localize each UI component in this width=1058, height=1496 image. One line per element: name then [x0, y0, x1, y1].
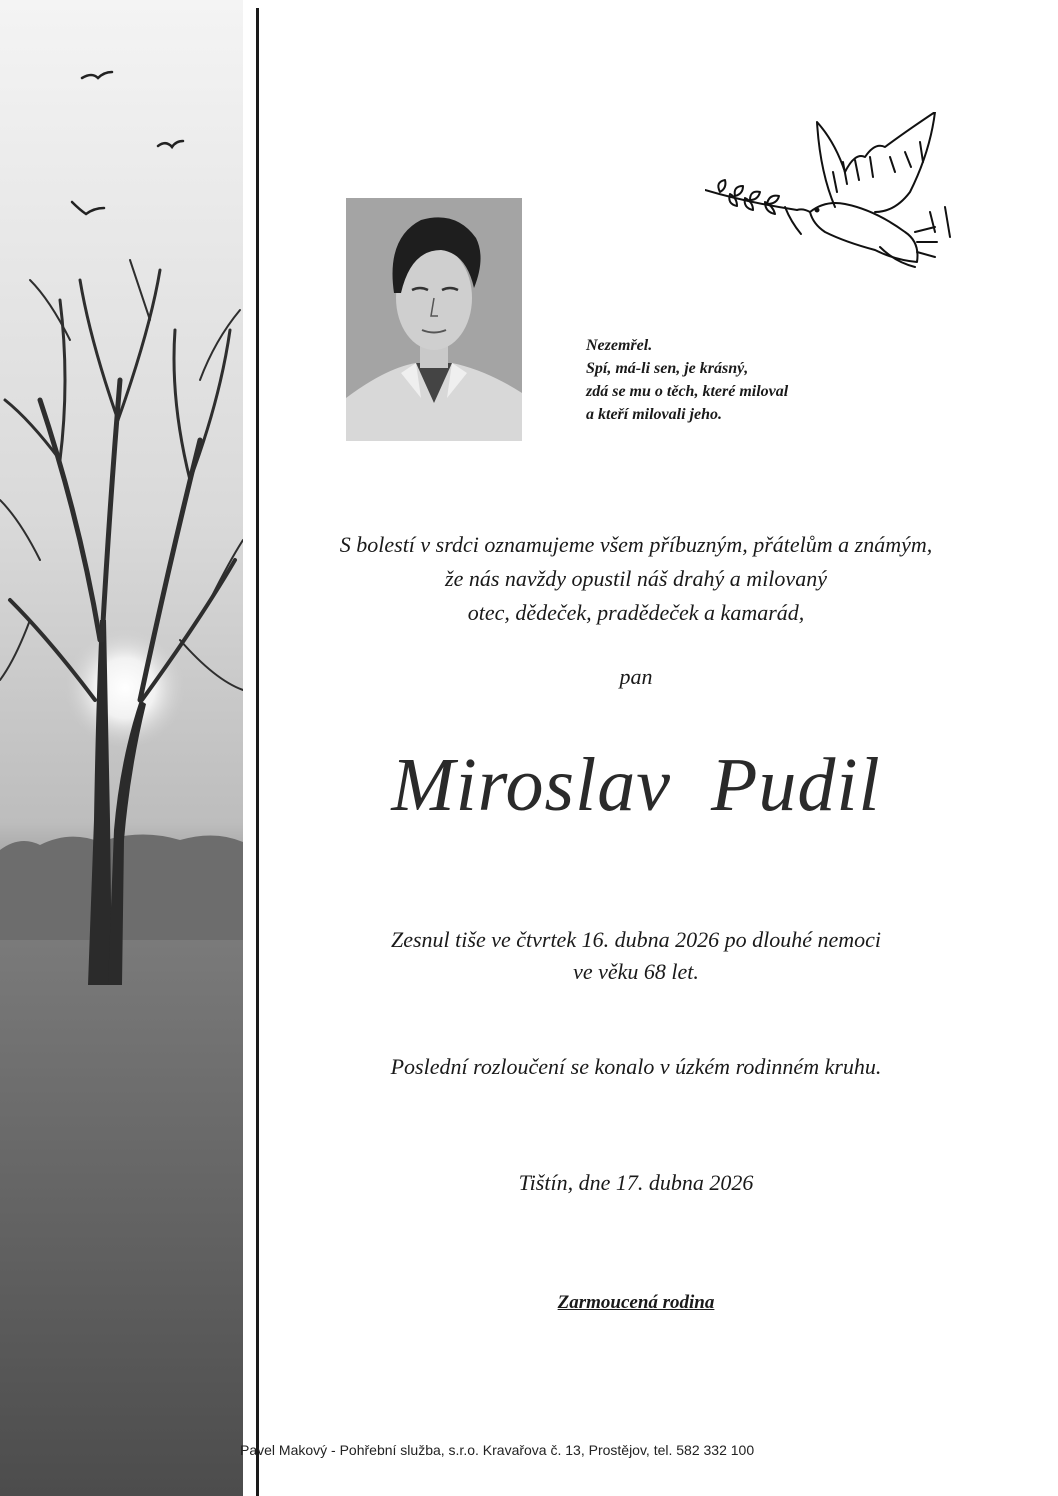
memorial-verse [586, 334, 886, 426]
announcement-line: S bolestí v srdci oznamujeme všem příbuzným, přátelům a známým, [339, 532, 933, 557]
announcement-text [262, 528, 1010, 630]
verse-line: zdá se mu o těch, které miloval [586, 383, 789, 400]
verse-line: Spí, má-li sen, je krásný, [586, 360, 749, 377]
death-notice [262, 924, 1010, 988]
deceased-name [262, 742, 1010, 829]
salutation: pan [619, 664, 653, 689]
deceased-portrait-photo [346, 198, 522, 441]
verse-line: Nezemřel. [586, 337, 653, 354]
signature-text: Zarmoucená rodina [557, 1292, 715, 1313]
announcement-line: že nás navždy opustil náš drahý a milovaný [445, 566, 827, 591]
place-and-date: Tištín, dne 17. dubna 2026 [518, 1170, 754, 1195]
farewell-text: Poslední rozloučení se konalo v úzkém rodinném kruhu. [390, 1054, 882, 1079]
signature [262, 1292, 1010, 1314]
first-name: Miroslav [391, 743, 671, 827]
verse-line: a kteří milovali jeho. [586, 406, 722, 423]
dove-icon [705, 112, 965, 282]
vertical-divider-line [256, 8, 259, 1496]
death-line: ve věku 68 let. [573, 959, 699, 984]
tree-landscape-image [0, 0, 243, 1496]
last-name: Pudil [710, 743, 881, 827]
death-line: Zesnul tiše ve čtvrtek 16. dubna 2026 po dlouhé nemoci [390, 927, 881, 952]
funeral-service-footer: Pavel Makový - Pohřební služba, s.r.o. Kravařova č. 13, Prostějov, tel. 582 332 100 [240, 1442, 755, 1458]
announcement-line: otec, dědeček, pradědeček a kamarád, [467, 600, 805, 625]
